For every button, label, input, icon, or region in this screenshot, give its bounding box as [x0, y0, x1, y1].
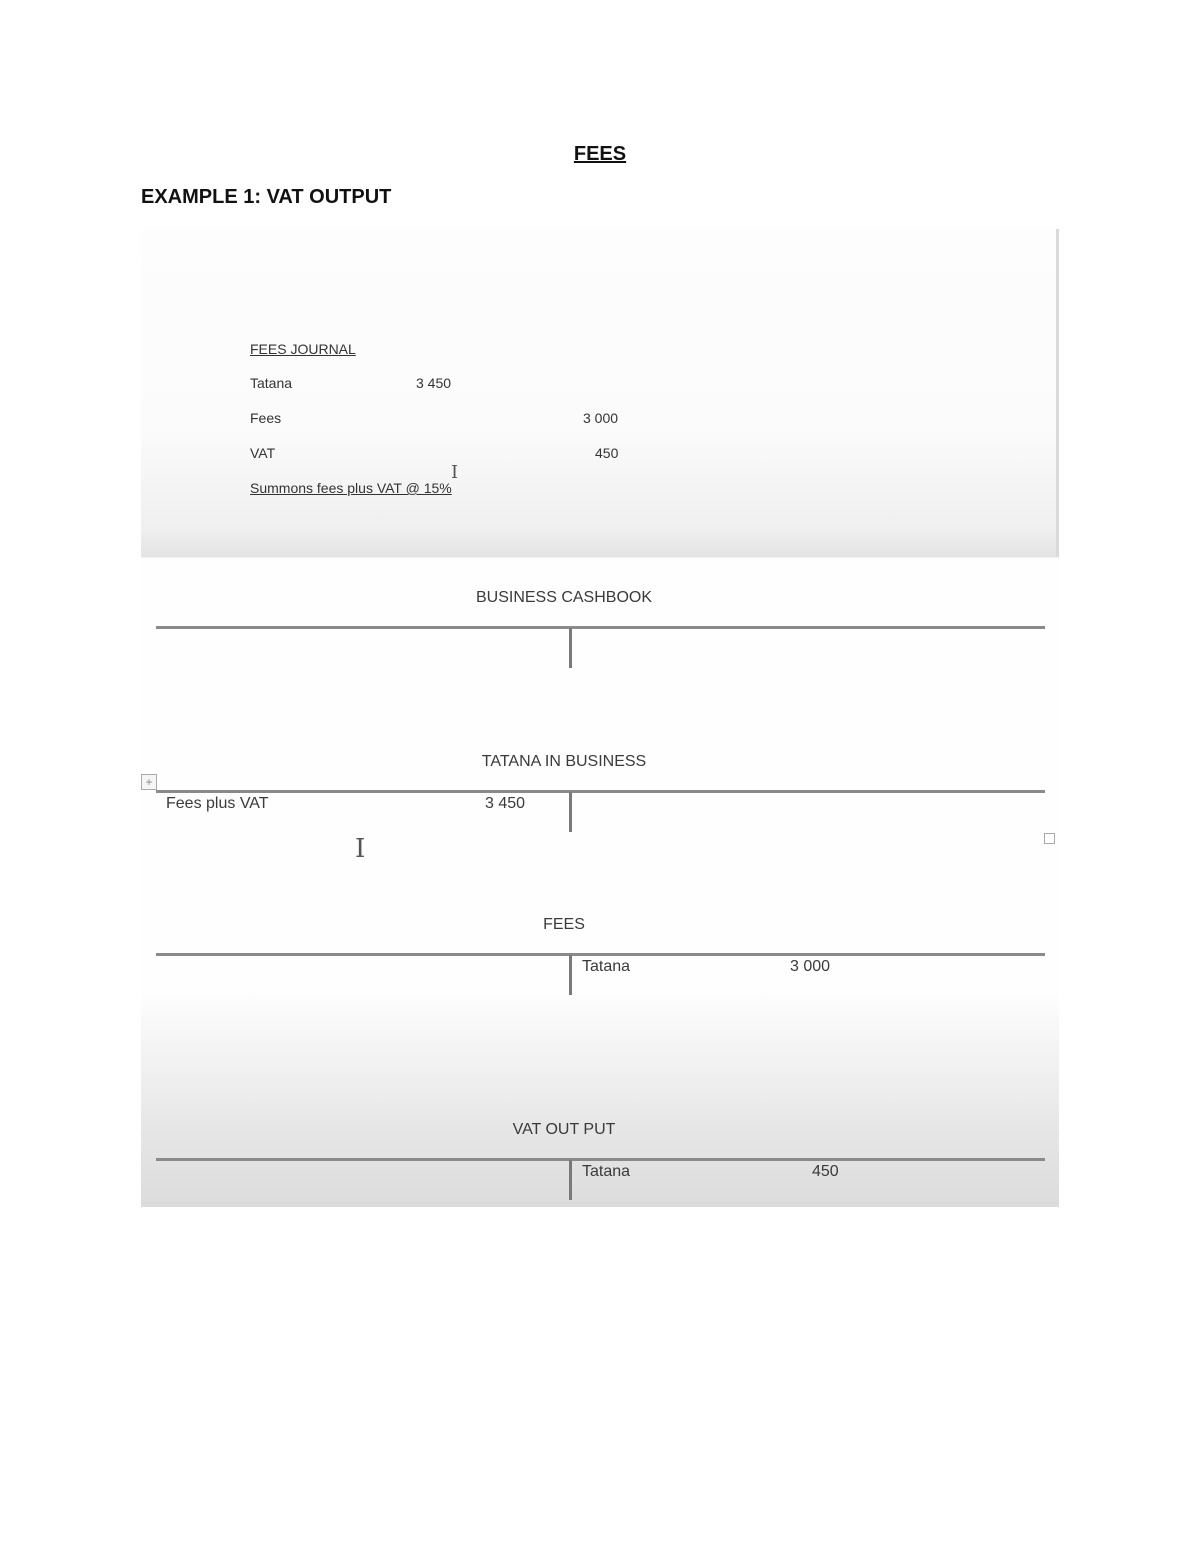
tatana-account-title: TATANA IN BUSINESS — [481, 753, 647, 770]
journal-row-label: VAT — [250, 445, 276, 461]
fees-divider — [569, 955, 572, 995]
cashbook-top-line — [156, 626, 1045, 629]
fees-top-line — [156, 953, 1045, 956]
journal-row-credit: 450 — [595, 445, 619, 461]
fees-credit-label: Tatana — [582, 958, 631, 975]
cashbook-divider — [569, 628, 572, 668]
page-title: FEES — [573, 143, 627, 165]
cashbook-title: BUSINESS CASHBOOK — [475, 589, 653, 606]
vat-output-credit-amount: 450 — [812, 1163, 839, 1180]
text-cursor-icon: I — [451, 462, 459, 483]
vat-output-top-line — [156, 1158, 1045, 1161]
screenshot-edge — [1056, 229, 1059, 557]
tatana-debit-label: Fees plus VAT — [166, 795, 269, 812]
vat-output-credit-label: Tatana — [582, 1163, 631, 1180]
tatana-top-line — [156, 790, 1045, 793]
tatana-divider — [569, 792, 572, 832]
journal-row-debit: 3 450 — [416, 375, 452, 391]
vat-output-title: VAT OUT PUT — [512, 1121, 616, 1138]
table-move-handle-icon[interactable]: + — [141, 774, 157, 790]
fees-credit-amount: 3 000 — [790, 958, 831, 975]
journal-row-label: Tatana — [250, 375, 293, 391]
resize-handle-icon[interactable] — [1044, 833, 1055, 844]
journal-title: FEES JOURNAL — [250, 341, 356, 357]
vat-output-divider — [569, 1160, 572, 1200]
journal-row-label: Fees — [250, 410, 282, 426]
text-cursor-icon: I — [355, 834, 366, 864]
journal-row-credit: 3 000 — [583, 410, 619, 426]
example-heading: EXAMPLE 1: VAT OUTPUT — [141, 186, 392, 208]
tatana-debit-amount: 3 450 — [485, 795, 526, 812]
journal-narration: Summons fees plus VAT @ 15% — [250, 480, 452, 496]
fees-account-title: FEES — [543, 916, 585, 933]
